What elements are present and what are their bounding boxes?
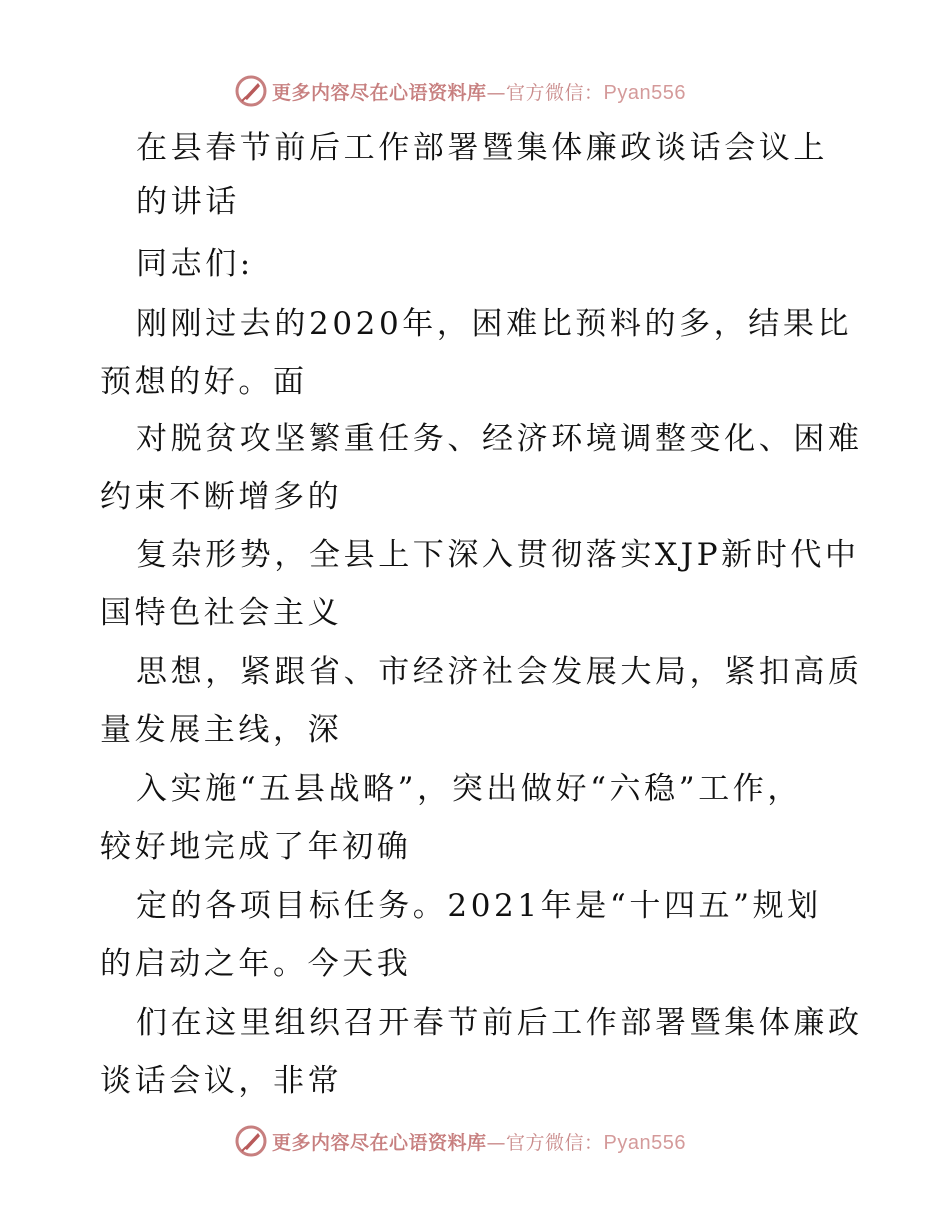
text-line: 思想，紧跟省、市经济社会发展大局，紧扣高质 xyxy=(136,654,863,690)
salutation: 同志们: xyxy=(136,246,254,282)
text-line: 较好地完成了年初确 xyxy=(100,829,412,865)
footer-watermark xyxy=(234,1124,686,1158)
header-watermark xyxy=(234,74,686,108)
text-line: 量发展主线，深 xyxy=(100,712,343,748)
title-line-1: 在县春节前后工作部署暨集体廉政谈话会议上 xyxy=(136,130,828,166)
quill-circle-icon xyxy=(234,74,268,108)
title-line-2: 的讲话 xyxy=(136,184,240,220)
text-line: 入实施“五县战略”，突出做好“六稳”工作， xyxy=(136,771,802,807)
watermark-id-text: Pyan556 xyxy=(603,1131,686,1154)
watermark-main-text: 更多内容尽在心语资料库 xyxy=(272,1131,487,1154)
text-line: 预想的好。面 xyxy=(100,364,308,400)
text-line: 复杂形势，全县上下深入贯彻落实XJP新时代中 xyxy=(136,537,860,573)
text-line: 定的各项目标任务。2021年是“十四五”规划 xyxy=(136,888,822,924)
text-line: 谈话会议，非常 xyxy=(100,1063,343,1099)
text-line: 约束不断增多的 xyxy=(100,479,343,515)
watermark-separator-text: —官方微信： xyxy=(486,81,604,104)
quill-circle-icon xyxy=(234,1124,268,1158)
text-line: 刚刚过去的2020年，困难比预料的多，结果比 xyxy=(136,306,853,342)
watermark-separator-text: —官方微信： xyxy=(486,1131,604,1154)
watermark-id-text: Pyan556 xyxy=(603,81,686,104)
text-line: 的启动之年。今天我 xyxy=(100,946,412,982)
text-line: 们在这里组织召开春节前后工作部署暨集体廉政 xyxy=(136,1005,863,1041)
watermark-main-text: 更多内容尽在心语资料库 xyxy=(272,81,487,104)
text-line: 对脱贫攻坚繁重任务、经济环境调整变化、困难 xyxy=(136,421,863,457)
text-line: 国特色社会主义 xyxy=(100,595,343,631)
